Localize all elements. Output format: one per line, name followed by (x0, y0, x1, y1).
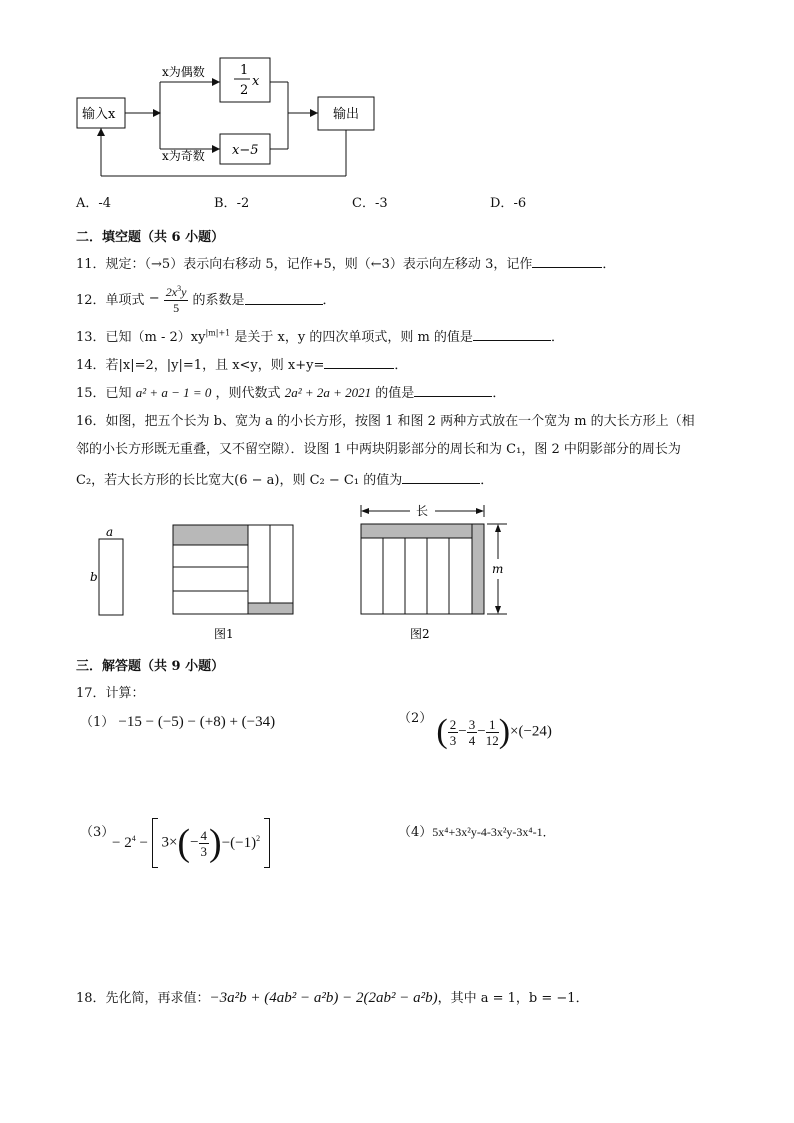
question-16-line-3: C₂，若大长方形的长比宽大(6 − a)，则 C₂ − C₁ 的值为 ． (76, 473, 494, 488)
output-label: 输出 (333, 107, 360, 122)
fraction: $\frac{2x^3y}{5}$ (164, 281, 189, 316)
question-17-title: 17．计算： (76, 686, 145, 701)
question-14: 14．若|x|=2，|y|=1，且 x<y，则 x+y= ． (76, 358, 408, 373)
odd-label: x为奇数 (162, 149, 205, 163)
question-12: 12．单项式 − $\frac{2x^3y}{5}$ 的系数是 ． (76, 281, 336, 311)
label-b: b (90, 570, 98, 584)
section-two-title: 二．填空题（共 6 小题） (76, 230, 225, 245)
half-variable: x (252, 74, 260, 89)
question-15: 15．已知 a² + a − 1 = 0 ，则代数式 2a² + 2a + 2021 的值是 ． (76, 385, 506, 401)
question-16-line-1: 16．如图，把五个长为 b、宽为 a 的小长方形，按图 1 和图 2 两种方式放在一个宽为 m 的大长方形上（相 (76, 414, 695, 429)
answer-blank (414, 384, 492, 397)
section-three-title: 三．解答题（共 9 小题） (76, 659, 225, 674)
answer-blank (532, 255, 602, 268)
even-label: x为偶数 (162, 65, 205, 79)
question-13: 13．已知$(m - 2)xy^{|m|+1}$ 是关于 x，y 的四次单项式，则 m 的值是 ． (76, 328, 564, 345)
option-d: D．-6 (490, 196, 527, 211)
figure-2-caption: 图2 (410, 627, 430, 641)
question-17-part-2: （2） ( $\frac{2}{3}$ − $\frac{3}{4}$ − $\frac{1}{12}$ )×(−24) (398, 711, 552, 750)
label-m: m (492, 562, 504, 576)
answer-blank (324, 356, 394, 369)
question-11: 11．规定：（→5）表示向右移动 5，记作+5，则（←3）表示向左移动 3，记作 ． (76, 257, 616, 272)
figure-2 (361, 505, 507, 614)
question-17-part-4: （4）5x⁴+3x²y-4-3x²y-3x⁴-1． (398, 825, 555, 840)
half-numerator: 1 (240, 63, 249, 78)
flowchart-diagram (70, 50, 390, 185)
question-16-line-2: 邻的小长方形既无重叠，又不留空隙）．设图 1 中两块阴影部分的周长和为 C₁，图 2 中阴影部分的周长为 (76, 442, 681, 457)
input-label: 输入x (82, 107, 116, 122)
question-17-part-3: − $2^4 - 3\times(-$ $\frac{4}{3}$ )$-(-1)^2$ (112, 818, 270, 870)
answer-blank (245, 292, 323, 305)
label-a: a (106, 525, 114, 539)
label-length: 长 (416, 504, 429, 518)
option-b: B．-2 (214, 196, 250, 211)
small-rectangle (99, 539, 123, 615)
option-a: A．-4 (76, 196, 112, 211)
option-c: C．-3 (352, 196, 388, 211)
question-18: 18．先化简，再求值：−3a²b + (4ab² − a²b) − 2(2ab² − a²b)，其中 a = 1，b = −1． (76, 990, 589, 1006)
question-16-figures (80, 495, 520, 647)
question-17-part-1: （1） −15 − (−5) − (+8) + (−34) (80, 714, 276, 730)
answer-blank (402, 471, 480, 484)
figure-1 (173, 525, 293, 614)
half-denominator: 2 (240, 83, 249, 98)
question-17-part-3-label: （3） (80, 825, 115, 840)
minus-five-label: x−5 (232, 143, 259, 158)
figure-1-caption: 图1 (214, 627, 234, 641)
answer-blank (473, 328, 551, 341)
